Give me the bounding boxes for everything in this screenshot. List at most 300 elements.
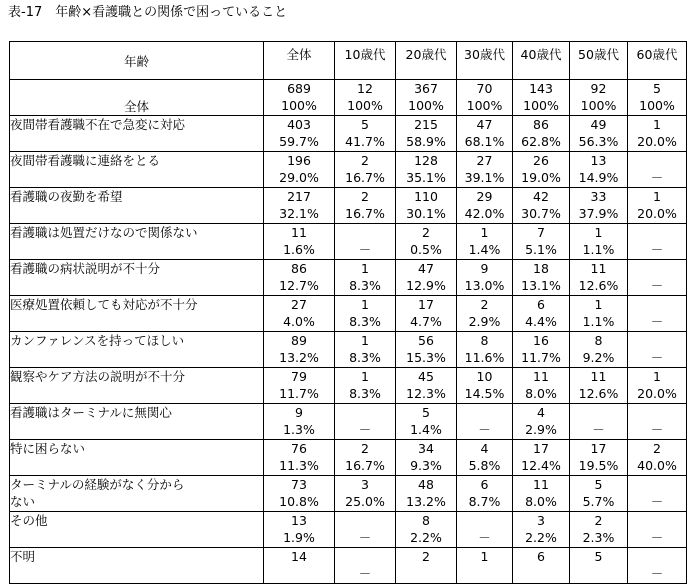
table-cell: [570, 548, 628, 584]
cell-percent: 1.4%: [410, 422, 442, 437]
cell-percent: 5.1%: [525, 242, 557, 257]
cell-count: 110: [414, 189, 438, 204]
cell-count: 11: [590, 261, 607, 276]
table-cell: [396, 116, 457, 152]
cell-percent: －: [650, 278, 664, 293]
table-cell: [628, 440, 687, 476]
cell-count: [457, 404, 512, 421]
table-cell: [396, 332, 457, 368]
cell-percent: 11.7%: [521, 350, 561, 365]
table-cell: [570, 404, 628, 440]
col-header: 60歳代: [628, 42, 687, 80]
row-label-line: ない: [10, 494, 36, 509]
cell-count: 13: [590, 153, 607, 168]
table-caption: 表-17 年齢×看護職との関係で困っていること: [8, 5, 288, 20]
table-cell: [335, 152, 396, 188]
cell-count: 403: [287, 117, 311, 132]
total-cell: [396, 80, 457, 116]
cell-percent: 100%: [281, 98, 317, 113]
row-label-line: [10, 457, 263, 474]
cell-percent: 8.3%: [349, 278, 381, 293]
table-cell: [457, 548, 513, 584]
table-cell: [628, 476, 687, 512]
row-label-line: 夜間帯看護職不在で急変に対応: [10, 117, 186, 132]
row-label: [10, 404, 264, 440]
cell-count: 5: [653, 81, 661, 96]
table-row: [10, 116, 687, 152]
table-cell: [396, 152, 457, 188]
cell-count: 86: [291, 261, 307, 276]
table-cell: [513, 296, 570, 332]
table-row: [10, 188, 687, 224]
cell-count: 6: [480, 477, 489, 492]
total-cell: [335, 80, 396, 116]
table-cell: [335, 512, 396, 548]
table-cell: [264, 224, 335, 260]
cell-count: [628, 332, 686, 349]
table-cell: [335, 332, 396, 368]
row-label-line: 看護職はターミナルに無関心: [10, 405, 172, 420]
cell-percent: 1.3%: [283, 422, 315, 437]
cell-percent: 12.3%: [406, 386, 446, 401]
row-label-line: [10, 313, 263, 330]
cell-count: 7: [537, 225, 545, 240]
cell-percent: 12.4%: [521, 458, 561, 473]
row-label-line: 看護職の病状説明が不十分: [10, 261, 161, 276]
table-cell: [628, 548, 687, 584]
cell-count: 1: [480, 225, 489, 240]
total-cell: [570, 80, 628, 116]
cell-percent: 9.3%: [410, 458, 442, 473]
cell-percent: 19.0%: [521, 170, 561, 185]
cell-count: 689: [287, 81, 311, 96]
cell-percent: 100%: [639, 98, 675, 113]
cell-percent: 8.3%: [349, 386, 381, 401]
row-label-line: [10, 565, 263, 582]
table-cell: [264, 188, 335, 224]
row-label: [10, 116, 264, 152]
table-cell: [264, 332, 335, 368]
cell-count: 1: [361, 261, 369, 276]
cell-count: 2: [361, 189, 369, 204]
table-cell: [628, 332, 687, 368]
cell-percent: 1.1%: [582, 242, 615, 257]
row-label: [10, 548, 264, 584]
table-cell: [396, 476, 457, 512]
cell-count: [570, 404, 627, 421]
cell-count: [335, 548, 395, 565]
cell-count: 70: [476, 81, 493, 96]
col-header: 全体: [264, 42, 335, 80]
cell-percent: 19.5%: [578, 458, 619, 473]
table-cell: [628, 188, 687, 224]
table-cell: [264, 152, 335, 188]
cell-count: 18: [533, 261, 549, 276]
cell-percent: 16.7%: [345, 170, 385, 185]
cell-percent: 14.5%: [464, 386, 505, 401]
table-cell: [335, 188, 396, 224]
table-cell: [457, 332, 513, 368]
cell-count: 27: [291, 297, 307, 312]
table-cell: [335, 260, 396, 296]
cell-count: 79: [291, 369, 307, 384]
table-cell: [513, 404, 570, 440]
table-cell: [570, 332, 628, 368]
cell-count: 29: [476, 189, 493, 204]
table-cell: [457, 296, 513, 332]
row-label-line: [10, 385, 263, 402]
table-cell: [335, 404, 396, 440]
table-cell: [264, 512, 335, 548]
cell-percent: 1.9%: [283, 530, 315, 545]
cell-count: 27: [476, 153, 493, 168]
cell-count: 45: [418, 369, 434, 384]
table-cell: [570, 440, 628, 476]
cell-count: [335, 224, 395, 241]
cell-percent: 5.8%: [468, 458, 501, 473]
table-cell: [570, 116, 628, 152]
cell-count: [457, 512, 512, 529]
total-cell: [457, 80, 513, 116]
table-cell: [513, 512, 570, 548]
row-label-line: [10, 421, 263, 438]
cell-count: 143: [529, 81, 553, 96]
total-row: [10, 80, 687, 116]
cell-count: 2: [594, 513, 603, 528]
cell-percent: 100%: [523, 98, 559, 113]
age-concern-table: [9, 41, 687, 584]
table-cell: [513, 224, 570, 260]
cell-percent: 62.8%: [521, 134, 561, 149]
col-header: 40歳代: [513, 42, 570, 80]
table-cell: [457, 368, 513, 404]
col-header: 20歳代: [396, 42, 457, 80]
cell-percent: 13.1%: [521, 278, 561, 293]
cell-count: 2: [653, 441, 661, 456]
table-cell: [570, 152, 628, 188]
cell-count: [628, 152, 686, 169]
cell-percent: 100%: [466, 98, 503, 113]
cell-percent: 68.1%: [464, 134, 505, 149]
table-cell: [335, 116, 396, 152]
cell-count: 10: [476, 369, 493, 384]
cell-count: 16: [533, 333, 549, 348]
cell-count: 49: [590, 117, 607, 132]
cell-count: 17: [533, 441, 549, 456]
cell-percent: 2.3%: [582, 530, 615, 545]
cell-percent: 2.9%: [468, 314, 501, 329]
cell-percent: 30.7%: [521, 206, 561, 221]
row-label: [10, 260, 264, 296]
table-cell: [628, 260, 687, 296]
table-cell: [396, 260, 457, 296]
table-cell: [513, 260, 570, 296]
cell-count: 73: [291, 477, 307, 492]
total-label-text: 全体: [123, 99, 149, 114]
cell-percent: 39.1%: [464, 170, 505, 185]
row-label-line: [10, 241, 263, 258]
table-cell: [457, 404, 513, 440]
table-cell: [457, 188, 513, 224]
cell-percent: 4.7%: [410, 314, 442, 329]
cell-count: 11: [533, 369, 549, 384]
cell-count: 48: [418, 477, 434, 492]
cell-count: 2: [361, 153, 369, 168]
row-label: [10, 224, 264, 260]
cell-count: 34: [418, 441, 434, 456]
cell-count: 1: [653, 369, 661, 384]
cell-percent: 8.0%: [525, 386, 557, 401]
total-cell: [264, 80, 335, 116]
table-cell: [396, 188, 457, 224]
table-row: [10, 404, 687, 440]
table-cell: [264, 116, 335, 152]
cell-percent: 11.6%: [464, 350, 505, 365]
age-header: [10, 42, 264, 80]
cell-percent: 1.1%: [582, 314, 615, 329]
table-cell: [628, 296, 687, 332]
cell-count: 14: [291, 549, 307, 564]
table-cell: [628, 224, 687, 260]
cell-percent: 37.9%: [578, 206, 619, 221]
row-label-line: 医療処置依頼しても対応が不十分: [10, 297, 198, 312]
cell-percent: 20.0%: [637, 134, 677, 149]
cell-count: 5: [594, 549, 603, 564]
table-cell: [396, 296, 457, 332]
table-cell: [513, 332, 570, 368]
table-cell: [628, 404, 687, 440]
row-label-line: [10, 169, 263, 186]
table-cell: [396, 440, 457, 476]
cell-percent: 59.7%: [279, 134, 319, 149]
cell-percent: －: [650, 170, 664, 185]
row-label-line: [10, 277, 263, 294]
cell-count: 367: [414, 81, 438, 96]
cell-percent: 1.6%: [283, 242, 315, 257]
cell-count: [628, 404, 686, 421]
cell-count: 215: [414, 117, 438, 132]
table-cell: [335, 548, 396, 584]
cell-percent: 12.9%: [406, 278, 446, 293]
table-cell: [570, 260, 628, 296]
cell-percent: 10.8%: [279, 494, 319, 509]
table-cell: [513, 116, 570, 152]
cell-percent: 12.7%: [279, 278, 319, 293]
table-row: [10, 368, 687, 404]
table-cell: [457, 260, 513, 296]
table-row: [10, 476, 687, 512]
cell-count: [628, 512, 686, 529]
cell-count: 1: [653, 189, 661, 204]
cell-count: 9: [480, 261, 489, 276]
table-row: [10, 440, 687, 476]
table-row: [10, 260, 687, 296]
cell-percent: [264, 565, 334, 582]
cell-percent: －: [650, 494, 664, 509]
row-label-line: ターミナルの経験がなく分から: [10, 477, 185, 492]
cell-percent: 2.9%: [525, 422, 557, 437]
cell-count: 2: [422, 225, 430, 240]
cell-percent: [513, 565, 569, 582]
cell-count: 3: [361, 477, 369, 492]
cell-percent: 5.7%: [582, 494, 615, 509]
cell-count: [335, 512, 395, 529]
cell-count: [335, 404, 395, 421]
cell-count: 12: [357, 81, 373, 96]
cell-count: 17: [590, 441, 607, 456]
total-cell: [628, 80, 687, 116]
cell-count: 5: [422, 405, 430, 420]
cell-percent: [457, 565, 512, 582]
cell-count: [628, 296, 686, 313]
total-row-label: [10, 80, 264, 116]
cell-count: 2: [480, 297, 489, 312]
cell-percent: 30.1%: [406, 206, 446, 221]
cell-percent: 58.9%: [406, 134, 446, 149]
header-row: [10, 42, 687, 80]
cell-percent: 8.3%: [349, 350, 381, 365]
table-cell: [513, 548, 570, 584]
cell-count: 4: [537, 405, 545, 420]
row-label-line: 看護職は処置だけなので関係ない: [10, 225, 198, 240]
table-cell: [570, 188, 628, 224]
age-header-label: 年齢: [123, 53, 149, 69]
cell-percent: 8.3%: [349, 314, 381, 329]
cell-percent: 2.2%: [525, 530, 557, 545]
cell-percent: 8.0%: [525, 494, 557, 509]
cell-count: 2: [361, 441, 369, 456]
table-cell: [396, 404, 457, 440]
table-cell: [457, 476, 513, 512]
table-cell: [335, 440, 396, 476]
table-cell: [396, 368, 457, 404]
cell-percent: 41.7%: [345, 134, 385, 149]
total-cell: [513, 80, 570, 116]
cell-percent: 100%: [580, 98, 617, 113]
cell-percent: 42.0%: [464, 206, 505, 221]
cell-count: 56: [418, 333, 434, 348]
table-cell: [396, 548, 457, 584]
cell-count: [628, 224, 686, 241]
cell-percent: 25.0%: [345, 494, 385, 509]
cell-count: 11: [590, 369, 607, 384]
cell-percent: 100%: [408, 98, 444, 113]
cell-percent: [396, 565, 456, 582]
cell-percent: 12.6%: [578, 278, 619, 293]
cell-percent: －: [650, 530, 664, 545]
cell-count: 2: [422, 549, 430, 564]
table-cell: [628, 116, 687, 152]
table-cell: [513, 368, 570, 404]
cell-percent: 32.1%: [279, 206, 319, 221]
cell-count: 1: [361, 369, 369, 384]
cell-count: 8: [480, 333, 489, 348]
cell-count: 13: [291, 513, 307, 528]
row-label-line: 看護職の夜勤を希望: [10, 189, 123, 204]
table-cell: [335, 368, 396, 404]
table-row: [10, 224, 687, 260]
cell-percent: 4.0%: [283, 314, 315, 329]
table-cell: [457, 440, 513, 476]
table-cell: [513, 152, 570, 188]
table-cell: [570, 224, 628, 260]
row-label-line: [10, 205, 263, 222]
row-label-line: [10, 133, 263, 150]
cell-count: 8: [594, 333, 603, 348]
cell-count: [628, 548, 686, 565]
table-row: [10, 152, 687, 188]
cell-count: 3: [537, 513, 545, 528]
cell-percent: 29.0%: [279, 170, 319, 185]
row-label: [10, 368, 264, 404]
cell-count: 47: [476, 117, 493, 132]
table-row: [10, 548, 687, 584]
table-row: [10, 332, 687, 368]
cell-percent: －: [650, 242, 664, 257]
cell-percent: －: [650, 314, 664, 329]
row-label: [10, 476, 264, 512]
cell-percent: －: [478, 530, 491, 545]
cell-count: 1: [594, 225, 603, 240]
cell-count: 6: [537, 549, 545, 564]
cell-count: 47: [418, 261, 434, 276]
row-label-line: [10, 529, 263, 546]
table-cell: [513, 476, 570, 512]
cell-count: 196: [287, 153, 311, 168]
cell-percent: 100%: [347, 98, 383, 113]
cell-count: 217: [287, 189, 311, 204]
cell-percent: －: [478, 422, 491, 437]
cell-percent: －: [650, 350, 664, 365]
cell-count: 33: [590, 189, 607, 204]
cell-percent: [570, 565, 627, 582]
cell-percent: －: [650, 566, 664, 581]
cell-percent: 20.0%: [637, 206, 677, 221]
table-cell: [264, 368, 335, 404]
table-cell: [570, 296, 628, 332]
row-label: [10, 188, 264, 224]
cell-percent: 20.0%: [637, 386, 677, 401]
cell-percent: 1.4%: [468, 242, 501, 257]
table-cell: [570, 476, 628, 512]
row-label: [10, 152, 264, 188]
table-cell: [457, 512, 513, 548]
row-label-line: その他: [10, 513, 48, 528]
table-cell: [457, 116, 513, 152]
cell-count: 4: [480, 441, 489, 456]
row-label-line: カンファレンスを持ってほしい: [10, 333, 185, 348]
table-cell: [457, 224, 513, 260]
cell-percent: －: [358, 566, 372, 581]
cell-percent: 4.4%: [525, 314, 557, 329]
cell-count: 26: [533, 153, 549, 168]
cell-percent: 2.2%: [410, 530, 442, 545]
cell-percent: 16.7%: [345, 206, 385, 221]
cell-count: 89: [291, 333, 307, 348]
table-cell: [570, 512, 628, 548]
cell-percent: 8.7%: [468, 494, 501, 509]
table-cell: [513, 188, 570, 224]
table-row: [10, 296, 687, 332]
row-label-line: 観察やケア方法の説明が不十分: [10, 369, 186, 384]
row-label: [10, 296, 264, 332]
row-label: [10, 332, 264, 368]
cell-count: 1: [594, 297, 603, 312]
cell-percent: －: [650, 422, 664, 437]
table-cell: [396, 512, 457, 548]
cell-count: 8: [422, 513, 430, 528]
row-label-line: [10, 349, 263, 366]
